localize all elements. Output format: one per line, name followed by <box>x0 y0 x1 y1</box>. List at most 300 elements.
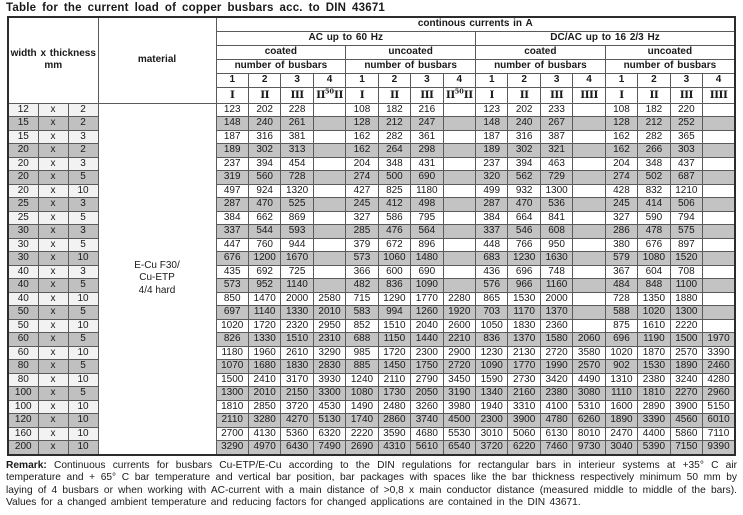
cell-current-value: 2570 <box>573 360 605 374</box>
cell-current-value <box>703 279 735 293</box>
count-header: 1 <box>216 73 248 87</box>
cell-current-value: 3170 <box>281 373 313 387</box>
cell-current-value: 692 <box>248 265 280 279</box>
cell-current-value: 2850 <box>248 400 280 414</box>
cell-width: 100 <box>8 387 38 401</box>
cell-x-separator: x <box>38 373 68 387</box>
cell-current-value <box>573 211 605 225</box>
cell-current-value: 327 <box>346 211 378 225</box>
cell-current-value <box>313 171 345 185</box>
cell-current-value: 1330 <box>281 306 313 320</box>
cell-x-separator: x <box>38 292 68 306</box>
cell-current-value <box>703 306 735 320</box>
cell-x-separator: x <box>38 225 68 239</box>
cell-current-value: 212 <box>378 117 410 131</box>
cell-width: 30 <box>8 252 38 266</box>
cell-current-value: 2000 <box>540 292 572 306</box>
busbars-header: number of busbars <box>346 59 476 73</box>
symbol-part: II <box>316 89 325 101</box>
cell-current-value: 454 <box>281 157 313 171</box>
cell-current-value: 850 <box>216 292 248 306</box>
cell-current-value <box>443 130 475 144</box>
cell-current-value: 5360 <box>281 427 313 441</box>
cell-current-value: 3420 <box>540 373 572 387</box>
cell-thickness: 5 <box>68 333 98 347</box>
busbars-header: number of busbars <box>476 59 606 73</box>
cell-current-value: 1090 <box>411 279 443 293</box>
cell-current-value <box>313 144 345 158</box>
cell-current-value: 7490 <box>313 441 345 455</box>
cell-thickness: 10 <box>68 319 98 333</box>
cell-current-value: 282 <box>638 130 670 144</box>
cell-current-value: 6320 <box>313 427 345 441</box>
cell-width: 50 <box>8 306 38 320</box>
cell-thickness: 10 <box>68 252 98 266</box>
cell-current-value: 9730 <box>573 441 605 455</box>
cell-current-value: 162 <box>605 130 637 144</box>
cell-current-value: 697 <box>216 306 248 320</box>
cell-current-value: 1370 <box>540 306 572 320</box>
cell-current-value <box>703 211 735 225</box>
cell-current-value: 1990 <box>540 360 572 374</box>
cell-current-value: 579 <box>605 252 637 266</box>
busbar-arrangement-symbol: IIII <box>703 87 735 103</box>
cell-current-value: 1080 <box>638 252 670 266</box>
corner-header-line1: width x thickness <box>10 48 96 60</box>
cell-current-value: 394 <box>508 157 540 171</box>
cell-current-value: 2950 <box>313 319 345 333</box>
cell-width: 100 <box>8 400 38 414</box>
cell-width: 15 <box>8 130 38 144</box>
cell-current-value: 760 <box>248 238 280 252</box>
cell-current-value <box>573 238 605 252</box>
cell-current-value: 2060 <box>573 333 605 347</box>
cell-current-value <box>573 130 605 144</box>
cell-current-value <box>313 130 345 144</box>
cell-current-value: 4280 <box>703 373 735 387</box>
cell-current-value: 4310 <box>378 441 410 455</box>
busbar-arrangement-symbol: II <box>638 87 670 103</box>
cell-x-separator: x <box>38 427 68 441</box>
symbol-part: II <box>445 89 455 101</box>
cell-thickness: 10 <box>68 373 98 387</box>
cell-current-value: 264 <box>378 144 410 158</box>
cell-current-value: 5150 <box>703 400 735 414</box>
cell-current-value: 1160 <box>540 279 572 293</box>
cell-current-value <box>313 238 345 252</box>
cell-current-value: 1370 <box>508 333 540 347</box>
cell-current-value: 2320 <box>281 319 313 333</box>
cell-current-value: 4130 <box>248 427 280 441</box>
cell-current-value: 1530 <box>638 360 670 374</box>
cell-current-value: 1510 <box>281 333 313 347</box>
cell-current-value: 1340 <box>476 387 508 401</box>
cell-width: 12 <box>8 103 38 117</box>
cell-x-separator: x <box>38 198 68 212</box>
cell-current-value: 1830 <box>281 360 313 374</box>
cell-current-value: 1070 <box>216 360 248 374</box>
cell-current-value: 3390 <box>638 414 670 428</box>
cell-current-value: 1750 <box>411 360 443 374</box>
cell-current-value: 412 <box>378 198 410 212</box>
cell-thickness: 10 <box>68 400 98 414</box>
count-header: 2 <box>378 73 410 87</box>
cell-x-separator: x <box>38 400 68 414</box>
table-body <box>8 103 735 455</box>
cell-current-value: 3300 <box>313 387 345 401</box>
cell-current-value: 1740 <box>346 414 378 428</box>
cell-current-value: 287 <box>476 198 508 212</box>
cell-current-value <box>443 171 475 185</box>
cell-current-value: 2720 <box>443 360 475 374</box>
cell-current-value: 189 <box>216 144 248 158</box>
cell-width: 30 <box>8 225 38 239</box>
cell-thickness: 3 <box>68 225 98 239</box>
cell-current-value: 3290 <box>313 346 345 360</box>
cell-current-value: 2570 <box>670 346 702 360</box>
count-header: 4 <box>573 73 605 87</box>
cell-current-value: 5060 <box>508 427 540 441</box>
cell-current-value: 4560 <box>670 414 702 428</box>
cell-current-value: 841 <box>540 211 572 225</box>
cell-current-value: 348 <box>378 157 410 171</box>
cell-current-value: 2220 <box>346 427 378 441</box>
cell-current-value: 216 <box>411 103 443 117</box>
cell-current-value: 2040 <box>411 319 443 333</box>
cell-current-value: 1890 <box>605 414 637 428</box>
cell-current-value: 6010 <box>703 414 735 428</box>
cell-current-value: 202 <box>248 103 280 117</box>
cell-current-value <box>573 103 605 117</box>
busbar-arrangement-symbol: I <box>476 87 508 103</box>
cell-thickness: 3 <box>68 265 98 279</box>
cell-current-value: 162 <box>346 144 378 158</box>
cell-current-value: 525 <box>281 198 313 212</box>
cell-thickness: 10 <box>68 441 98 455</box>
cell-current-value: 728 <box>605 292 637 306</box>
cell-current-value <box>573 252 605 266</box>
cell-width: 40 <box>8 265 38 279</box>
cell-current-value: 2480 <box>378 400 410 414</box>
cell-current-value <box>313 103 345 117</box>
cell-current-value <box>573 184 605 198</box>
cell-current-value: 384 <box>216 211 248 225</box>
cell-current-value: 2790 <box>411 373 443 387</box>
cell-current-value <box>573 198 605 212</box>
cell-current-value <box>313 198 345 212</box>
busbar-arrangement-symbol: IIII <box>573 87 605 103</box>
cell-current-value: 274 <box>605 171 637 185</box>
cell-thickness: 5 <box>68 211 98 225</box>
cell-current-value: 266 <box>638 144 670 158</box>
cell-current-value: 4680 <box>411 427 443 441</box>
cell-current-value: 2830 <box>313 360 345 374</box>
cell-current-value: 1450 <box>378 360 410 374</box>
cell-current-value <box>703 117 735 131</box>
cell-current-value: 4400 <box>638 427 670 441</box>
cell-current-value: 162 <box>605 144 637 158</box>
cell-current-value: 3930 <box>313 373 345 387</box>
cell-current-value: 1320 <box>281 184 313 198</box>
cell-current-value: 319 <box>216 171 248 185</box>
cell-current-value: 3580 <box>573 346 605 360</box>
cell-current-value: 182 <box>378 103 410 117</box>
cell-current-value: 3310 <box>508 400 540 414</box>
cell-current-value: 337 <box>216 225 248 239</box>
cell-current-value <box>573 319 605 333</box>
cell-width: 15 <box>8 117 38 131</box>
cell-current-value: 3010 <box>476 427 508 441</box>
cell-current-value: 366 <box>346 265 378 279</box>
cell-current-value: 590 <box>638 211 670 225</box>
cell-current-value: 1300 <box>540 184 572 198</box>
cell-current-value: 573 <box>346 252 378 266</box>
cell-current-value: 688 <box>346 333 378 347</box>
cell-current-value: 600 <box>378 265 410 279</box>
cell-current-value: 562 <box>508 171 540 185</box>
cell-current-value: 1830 <box>508 319 540 333</box>
cell-current-value <box>703 157 735 171</box>
cell-current-value: 2110 <box>216 414 248 428</box>
cell-current-value: 696 <box>605 333 637 347</box>
cell-current-value: 1510 <box>378 319 410 333</box>
cell-x-separator: x <box>38 414 68 428</box>
cell-current-value: 228 <box>281 103 313 117</box>
cell-current-value: 6540 <box>443 441 475 455</box>
cell-current-value <box>443 103 475 117</box>
cell-current-value: 3390 <box>703 346 735 360</box>
cell-current-value: 836 <box>378 279 410 293</box>
cell-current-value: 2220 <box>670 319 702 333</box>
cell-current-value <box>443 279 475 293</box>
cell-current-value: 4500 <box>443 414 475 428</box>
cell-current-value: 1140 <box>248 306 280 320</box>
cell-current-value: 662 <box>248 211 280 225</box>
cell-current-value: 3450 <box>443 373 475 387</box>
cell-current-value: 5390 <box>638 441 670 455</box>
cell-current-value <box>443 184 475 198</box>
cell-current-value: 2730 <box>508 373 540 387</box>
remark-label: Remark: <box>6 459 47 471</box>
cell-current-value: 123 <box>476 103 508 117</box>
cell-current-value: 3720 <box>281 400 313 414</box>
cell-current-value: 897 <box>670 238 702 252</box>
cell-current-value: 2890 <box>638 400 670 414</box>
cell-current-value <box>573 279 605 293</box>
cell-thickness: 3 <box>68 198 98 212</box>
count-header: 3 <box>670 73 702 87</box>
cell-current-value <box>703 252 735 266</box>
cell-current-value: 588 <box>605 306 637 320</box>
cell-current-value: 560 <box>248 171 280 185</box>
cell-current-value: 795 <box>411 211 443 225</box>
cell-current-value: 794 <box>670 211 702 225</box>
cell-current-value: 6430 <box>281 441 313 455</box>
cell-thickness: 5 <box>68 279 98 293</box>
cell-width: 25 <box>8 198 38 212</box>
cell-current-value: 1870 <box>638 346 670 360</box>
cell-width: 80 <box>8 360 38 374</box>
cell-thickness: 5 <box>68 360 98 374</box>
cell-current-value: 1110 <box>605 387 637 401</box>
page-title: Table for the current load of copper busbars acc. to DIN 43671 <box>6 2 386 14</box>
dc-group-header: DC/AC up to 16 2/3 Hz <box>476 31 736 45</box>
material-value <box>98 103 216 455</box>
cell-current-value: 546 <box>508 225 540 239</box>
cell-x-separator: x <box>38 184 68 198</box>
cell-current-value: 7110 <box>703 427 735 441</box>
cell-current-value: 384 <box>476 211 508 225</box>
count-header: 1 <box>346 73 378 87</box>
cell-thickness: 5 <box>68 387 98 401</box>
cell-current-value: 2860 <box>378 414 410 428</box>
cell-current-value: 387 <box>540 130 572 144</box>
cell-current-value: 703 <box>476 306 508 320</box>
cell-current-value: 286 <box>605 225 637 239</box>
cell-current-value: 690 <box>411 171 443 185</box>
cell-current-value: 1150 <box>378 333 410 347</box>
cell-current-value <box>573 157 605 171</box>
cell-current-value: 470 <box>248 198 280 212</box>
cell-current-value: 902 <box>605 360 637 374</box>
cell-current-value: 1880 <box>670 292 702 306</box>
cell-x-separator: x <box>38 157 68 171</box>
cell-current-value: 748 <box>540 265 572 279</box>
cell-width: 80 <box>8 373 38 387</box>
cell-current-value: 1180 <box>216 346 248 360</box>
cell-current-value: 3040 <box>605 441 637 455</box>
cell-current-value: 766 <box>508 238 540 252</box>
cell-current-value <box>573 306 605 320</box>
cell-current-value: 1230 <box>476 346 508 360</box>
cell-width: 20 <box>8 171 38 185</box>
cell-current-value: 285 <box>346 225 378 239</box>
cell-current-value: 148 <box>476 117 508 131</box>
cell-current-value: 2150 <box>281 387 313 401</box>
cell-current-value <box>703 130 735 144</box>
busbars-header: number of busbars <box>216 59 346 73</box>
cell-current-value: 944 <box>281 238 313 252</box>
cell-current-value: 2010 <box>248 387 280 401</box>
cell-current-value: 1080 <box>346 387 378 401</box>
cell-current-value: 1240 <box>346 373 378 387</box>
cell-width: 25 <box>8 211 38 225</box>
cell-current-value: 123 <box>216 103 248 117</box>
cell-x-separator: x <box>38 441 68 455</box>
cell-current-value: 544 <box>248 225 280 239</box>
cell-current-value: 1180 <box>411 184 443 198</box>
cell-current-value: 564 <box>411 225 443 239</box>
cell-thickness: 10 <box>68 184 98 198</box>
cell-current-value <box>573 225 605 239</box>
cell-current-value: 498 <box>411 198 443 212</box>
cell-current-value: 848 <box>638 279 670 293</box>
cell-current-value: 380 <box>605 238 637 252</box>
cell-current-value <box>443 238 475 252</box>
cell-current-value: 365 <box>670 130 702 144</box>
cell-current-value: 128 <box>605 117 637 131</box>
cell-current-value: 2960 <box>703 387 735 401</box>
cell-current-value: 337 <box>476 225 508 239</box>
cell-current-value: 447 <box>216 238 248 252</box>
cell-current-value: 1600 <box>605 400 637 414</box>
symbol-superscript: 50 <box>454 87 464 96</box>
cell-current-value: 7150 <box>670 441 702 455</box>
cell-width: 20 <box>8 144 38 158</box>
busbar-arrangement-symbol: III <box>540 87 572 103</box>
cell-thickness: 2 <box>68 117 98 131</box>
cell-current-value: 1060 <box>378 252 410 266</box>
cell-current-value: 431 <box>411 157 443 171</box>
cell-x-separator: x <box>38 144 68 158</box>
count-header: 1 <box>476 73 508 87</box>
cell-current-value: 664 <box>508 211 540 225</box>
cell-current-value: 966 <box>508 279 540 293</box>
cell-current-value: 4780 <box>540 414 572 428</box>
cell-current-value <box>313 211 345 225</box>
dc-coated-header: coated <box>476 45 606 59</box>
cell-x-separator: x <box>38 279 68 293</box>
cell-current-value: 1500 <box>670 333 702 347</box>
cell-current-value: 414 <box>638 198 670 212</box>
count-header: 1 <box>605 73 637 87</box>
cell-current-value: 394 <box>248 157 280 171</box>
cell-x-separator: x <box>38 319 68 333</box>
count-header: 3 <box>540 73 572 87</box>
cell-current-value: 1290 <box>378 292 410 306</box>
busbar-arrangement-symbol: II <box>508 87 540 103</box>
cell-current-value: 1940 <box>476 400 508 414</box>
cell-current-value: 1630 <box>540 252 572 266</box>
cell-current-value: 367 <box>605 265 637 279</box>
remark <box>6 460 737 510</box>
cell-current-value: 162 <box>346 130 378 144</box>
count-header: 2 <box>508 73 540 87</box>
cell-current-value <box>573 144 605 158</box>
cell-current-value: 2130 <box>508 346 540 360</box>
cell-current-value: 148 <box>216 117 248 131</box>
cell-current-value: 237 <box>476 157 508 171</box>
ac-group-header: AC up to 60 Hz <box>216 31 476 45</box>
cell-current-value: 5610 <box>411 441 443 455</box>
cell-current-value: 865 <box>476 292 508 306</box>
cell-current-value: 470 <box>508 198 540 212</box>
cell-current-value: 282 <box>378 130 410 144</box>
cell-current-value: 2110 <box>378 373 410 387</box>
cell-current-value <box>703 103 735 117</box>
cell-current-value: 593 <box>281 225 313 239</box>
cell-current-value: 690 <box>411 265 443 279</box>
cell-current-value: 437 <box>670 157 702 171</box>
cell-current-value: 5860 <box>670 427 702 441</box>
cell-width: 30 <box>8 238 38 252</box>
cell-current-value: 696 <box>508 265 540 279</box>
cell-current-value: 3720 <box>476 441 508 455</box>
cell-current-value <box>703 292 735 306</box>
dc-uncoated-header: uncoated <box>605 45 735 59</box>
cell-current-value: 1810 <box>216 400 248 414</box>
count-header: 2 <box>638 73 670 87</box>
cell-current-value: 204 <box>346 157 378 171</box>
cell-current-value: 267 <box>540 117 572 131</box>
cell-current-value: 4970 <box>248 441 280 455</box>
cell-current-value <box>703 171 735 185</box>
cell-current-value: 2460 <box>703 360 735 374</box>
cell-current-value <box>443 144 475 158</box>
corner-header-line2: mm <box>44 60 63 72</box>
ac-coated-header: coated <box>216 45 346 59</box>
material-value-line: Cu-ETP <box>139 272 175 284</box>
